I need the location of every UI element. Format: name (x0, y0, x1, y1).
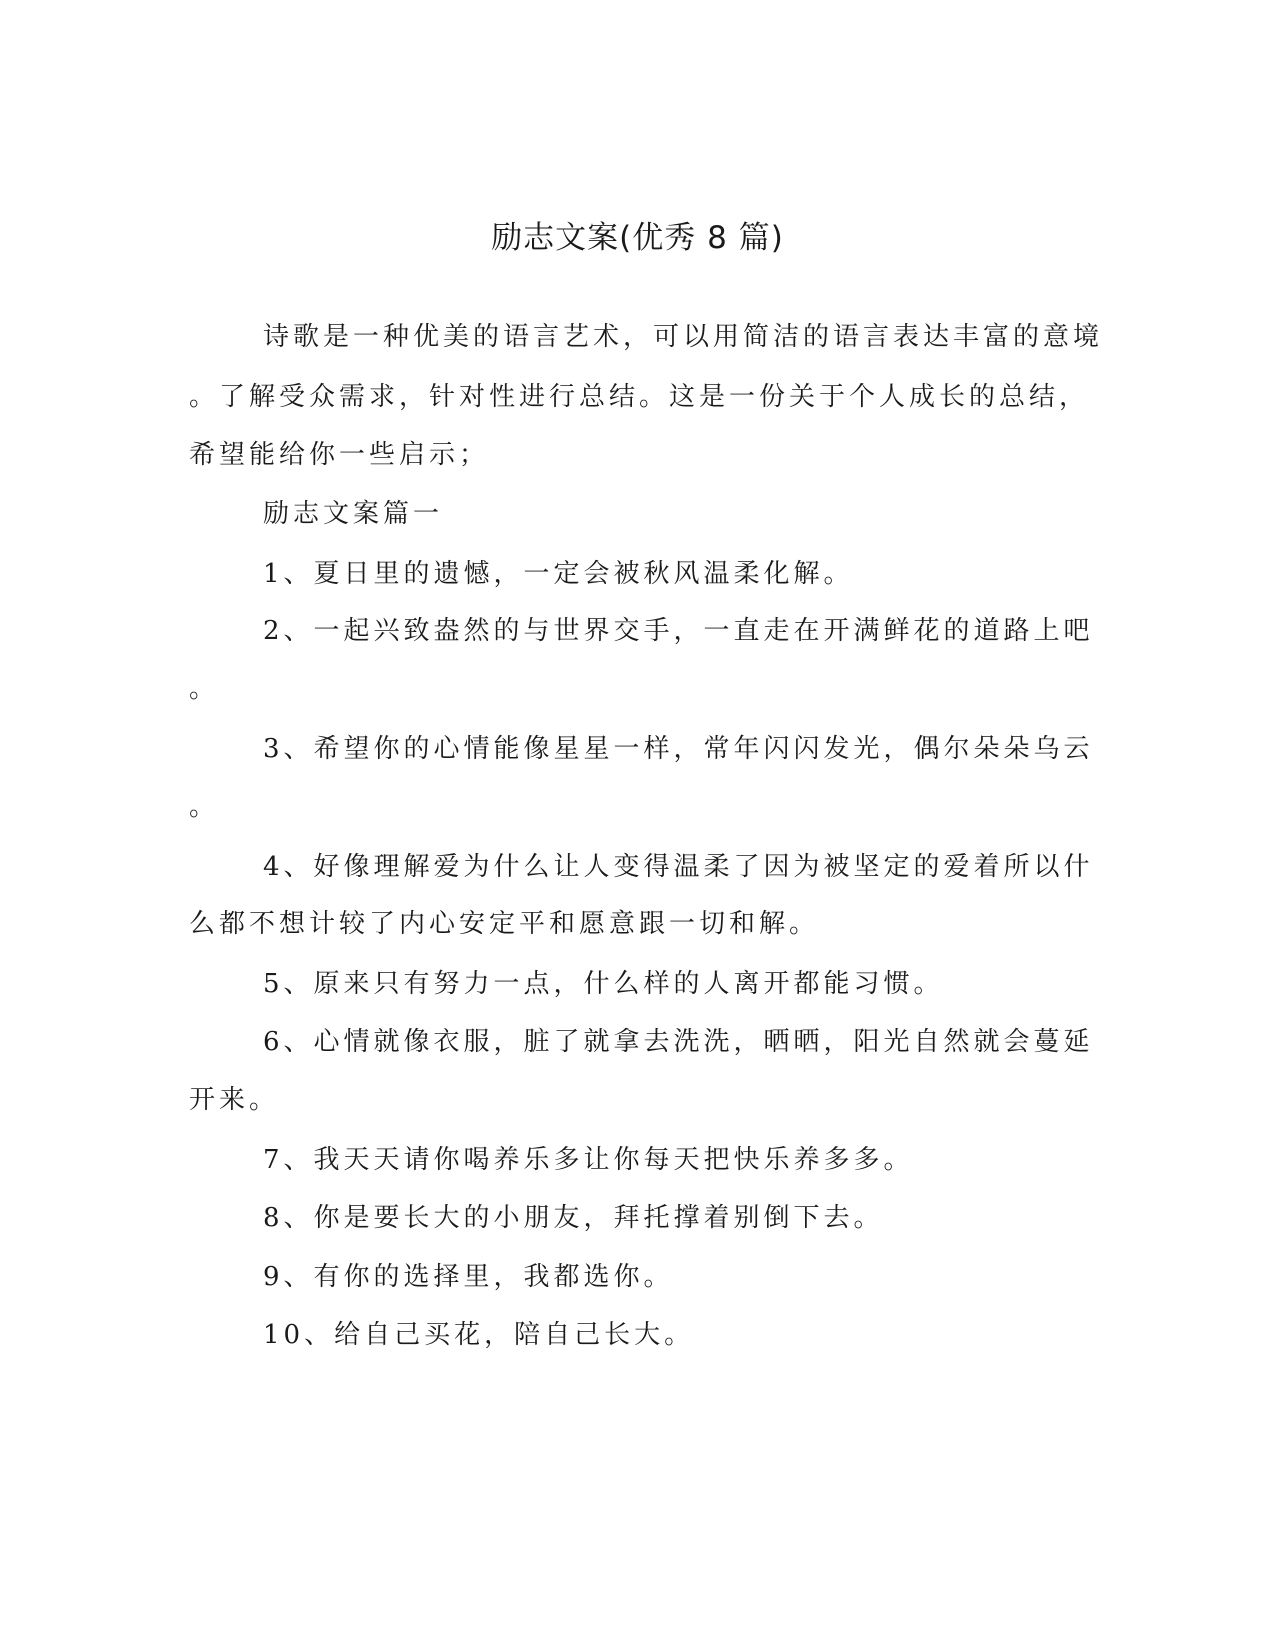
list-item-1: 1、夏日里的遗憾，一定会被秋风温柔化解。 (263, 559, 854, 589)
document-title: 励志文案(优秀 8 篇) (491, 220, 784, 256)
section-heading: 励志文案篇一 (263, 499, 444, 529)
list-item-7: 7、我天天请你喝养乐多让你每天把快乐养多多。 (263, 1145, 914, 1175)
list-item-3: 3、希望你的心情能像星星一样，常年闪闪发光，偶尔朵朵乌云 (263, 734, 1094, 764)
list-item-5: 5、原来只有努力一点，什么样的人离开都能习惯。 (263, 969, 944, 999)
list-item-9: 9、有你的选择里，我都选你。 (263, 1262, 674, 1292)
intro-line-1: 诗歌是一种优美的语言艺术，可以用简洁的语言表达丰富的意境 (263, 322, 1104, 352)
intro-line-3: 希望能给你一些启示； (189, 440, 490, 470)
list-item-2: 2、一起兴致盎然的与世界交手，一直走在开满鲜花的道路上吧 (263, 616, 1094, 646)
list-item-4-cont: 么都不想计较了内心安定平和愿意跟一切和解。 (189, 909, 820, 939)
list-item-4: 4、好像理解爱为什么让人变得温柔了因为被坚定的爱着所以什 (263, 852, 1094, 882)
list-item-6-cont: 开来。 (189, 1085, 280, 1115)
list-item-10: 10、给自己买花，陪自己长大。 (263, 1320, 695, 1350)
list-item-3-cont: 。 (189, 792, 220, 822)
intro-line-2: 。了解受众需求，针对性进行总结。这是一份关于个人成长的总结， (189, 382, 1090, 412)
list-item-6: 6、心情就像衣服，脏了就拿去洗洗，晒晒，阳光自然就会蔓延 (263, 1027, 1094, 1057)
list-item-2-cont: 。 (189, 674, 220, 704)
list-item-8: 8、你是要长大的小朋友，拜托撑着别倒下去。 (263, 1203, 884, 1233)
